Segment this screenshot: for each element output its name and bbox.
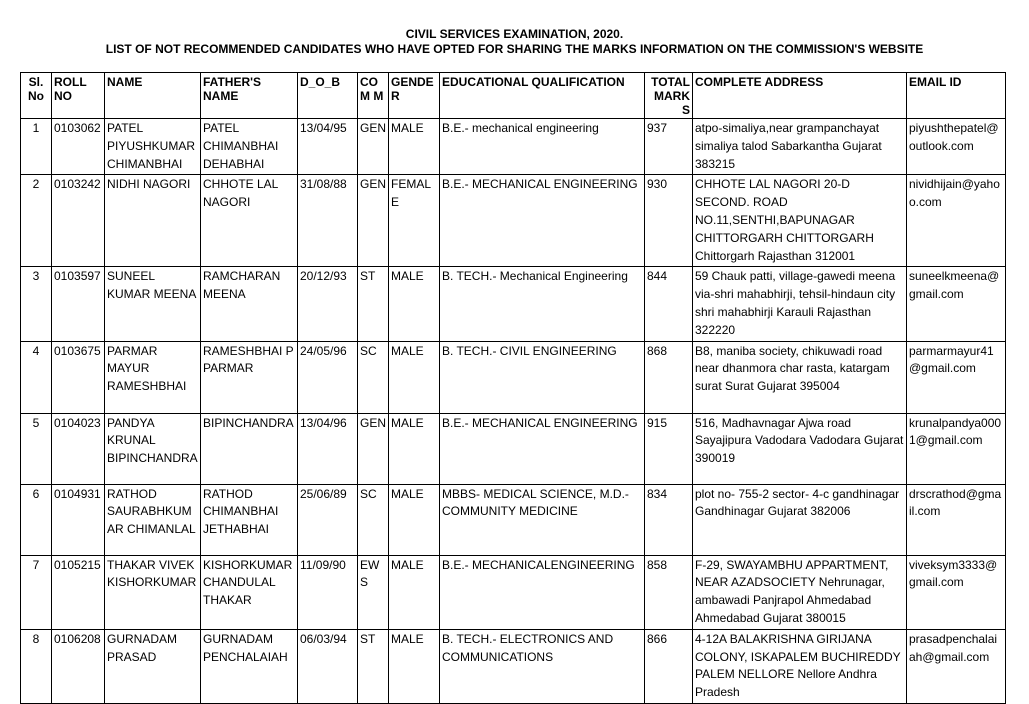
table-row xyxy=(21,484,1006,555)
cell-email: drscrathod@gmail.com xyxy=(907,484,1006,555)
table-row xyxy=(21,629,1006,703)
table-header-row xyxy=(21,73,1006,119)
cell-roll: 0103062 xyxy=(52,119,105,175)
cell-community: GEN xyxy=(358,175,389,267)
header-marks: TOTAL MARKS xyxy=(645,73,693,119)
cell-sl: 3 xyxy=(21,267,52,341)
cell-address: F-29, SWAYAMBHU APPARTMENT, NEAR AZADSOCIETY Nehrunagar, ambawadi Panjrapol Ahmedabad Ahmedabad Gujarat 380015 xyxy=(693,555,907,629)
cell-marks: 866 xyxy=(645,629,693,703)
cell-email: krunalpandya0001@gmail.com xyxy=(907,413,1006,484)
document-title: CIVIL SERVICES EXAMINATION, 2020. xyxy=(405,27,624,41)
cell-gender: MALE xyxy=(389,555,440,629)
table-row xyxy=(21,267,1006,341)
cell-roll: 0103597 xyxy=(52,267,105,341)
cell-roll: 0103675 xyxy=(52,341,105,413)
table-row xyxy=(21,413,1006,484)
cell-dob: 06/03/94 xyxy=(298,629,358,703)
cell-father: KISHORKUMAR CHANDULAL THAKAR xyxy=(201,555,298,629)
document-subtitle: LIST OF NOT RECOMMENDED CANDIDATES WHO HAVE OPTED FOR SHARING THE MARKS INFORMATION ON THE COMMISSION'S WEBSITE xyxy=(105,42,924,56)
cell-gender: MALE xyxy=(389,484,440,555)
cell-email: piyushthepatel@outlook.com xyxy=(907,119,1006,175)
header-father: FATHER'S NAME xyxy=(201,73,298,119)
cell-marks: 858 xyxy=(645,555,693,629)
cell-dob: 25/06/89 xyxy=(298,484,358,555)
cell-education: MBBS- MEDICAL SCIENCE, M.D.-COMMUNITY MEDICINE xyxy=(440,484,645,555)
header-gender: GENDER xyxy=(389,73,440,119)
cell-sl: 5 xyxy=(21,413,52,484)
cell-address: atpo-simaliya,near grampanchayat simaliya talod Sabarkantha Gujarat 383215 xyxy=(693,119,907,175)
header-dob: D_O_B xyxy=(298,73,358,119)
cell-community: GEN xyxy=(358,119,389,175)
cell-address: plot no- 755-2 sector- 4-c gandhinagar Gandhinagar Gujarat 382006 xyxy=(693,484,907,555)
cell-community: EWS xyxy=(358,555,389,629)
cell-email: parmarmayur41@gmail.com xyxy=(907,341,1006,413)
table-row xyxy=(21,341,1006,413)
cell-roll: 0104931 xyxy=(52,484,105,555)
cell-dob: 11/09/90 xyxy=(298,555,358,629)
cell-community: ST xyxy=(358,267,389,341)
cell-marks: 844 xyxy=(645,267,693,341)
cell-marks: 868 xyxy=(645,341,693,413)
cell-education: B. TECH.- Mechanical Engineering xyxy=(440,267,645,341)
cell-name: PANDYA KRUNAL BIPINCHANDRA xyxy=(105,413,201,484)
cell-roll: 0105215 xyxy=(52,555,105,629)
cell-community: SC xyxy=(358,341,389,413)
cell-sl: 2 xyxy=(21,175,52,267)
cell-community: GEN xyxy=(358,413,389,484)
cell-address: 59 Chauk patti, village-gawedi meena via-shri mahabhirji, tehsil-hindaun city shri mahabhirji Karauli Rajasthan 322220 xyxy=(693,267,907,341)
cell-gender: MALE xyxy=(389,119,440,175)
cell-address: B8, maniba society, chikuwadi road near dhanmora char rasta, katargam surat Surat Gujarat 395004 xyxy=(693,341,907,413)
header-education: EDUCATIONAL QUALIFICATION xyxy=(440,73,645,119)
cell-marks: 930 xyxy=(645,175,693,267)
cell-dob: 24/05/96 xyxy=(298,341,358,413)
table-row xyxy=(21,555,1006,629)
cell-sl: 6 xyxy=(21,484,52,555)
cell-father: RAMCHARAN MEENA xyxy=(201,267,298,341)
header-community: COM M xyxy=(358,73,389,119)
cell-father: PATEL CHIMANBHAI DEHABHAI xyxy=(201,119,298,175)
cell-name: NIDHI NAGORI xyxy=(105,175,201,267)
cell-sl: 4 xyxy=(21,341,52,413)
cell-dob: 13/04/95 xyxy=(298,119,358,175)
cell-father: RATHOD CHIMANBHAI JETHABHAI xyxy=(201,484,298,555)
cell-email: prasadpenchalaiah@gmail.com xyxy=(907,629,1006,703)
cell-gender: MALE xyxy=(389,629,440,703)
cell-community: ST xyxy=(358,629,389,703)
cell-sl: 8 xyxy=(21,629,52,703)
cell-email: nividhijain@yahoo.com xyxy=(907,175,1006,267)
cell-address: 516, Madhavnagar Ajwa road Sayajipura Vadodara Vadodara Gujarat 390019 xyxy=(693,413,907,484)
cell-name: THAKAR VIVEK KISHORKUMAR xyxy=(105,555,201,629)
cell-email: viveksym3333@gmail.com xyxy=(907,555,1006,629)
cell-name: SUNEEL KUMAR MEENA xyxy=(105,267,201,341)
cell-email: suneelkmeena@gmail.com xyxy=(907,267,1006,341)
cell-education: B.E.- MECHANICAL ENGINEERING xyxy=(440,413,645,484)
cell-father: RAMESHBHAI P PARMAR xyxy=(201,341,298,413)
cell-father: BIPINCHANDRA xyxy=(201,413,298,484)
cell-address: 4-12A BALAKRISHNA GIRIJANA COLONY, ISKAPALEM BUCHIREDDY PALEM NELLORE Nellore Andhra Pradesh xyxy=(693,629,907,703)
header-name: NAME xyxy=(105,73,201,119)
cell-sl: 1 xyxy=(21,119,52,175)
cell-education: B. TECH.- CIVIL ENGINEERING xyxy=(440,341,645,413)
cell-roll: 0103242 xyxy=(52,175,105,267)
cell-roll: 0104023 xyxy=(52,413,105,484)
cell-name: PATEL PIYUSHKUMAR CHIMANBHAI xyxy=(105,119,201,175)
cell-father: GURNADAM PENCHALAIAH xyxy=(201,629,298,703)
table-row xyxy=(21,175,1006,267)
cell-dob: 13/04/96 xyxy=(298,413,358,484)
cell-education: B.E.- MECHANICAL ENGINEERING xyxy=(440,175,645,267)
cell-marks: 915 xyxy=(645,413,693,484)
cell-gender: FEMALE xyxy=(389,175,440,267)
cell-education: B. TECH.- ELECTRONICS AND COMMUNICATIONS xyxy=(440,629,645,703)
cell-community: SC xyxy=(358,484,389,555)
cell-education: B.E.- MECHANICALENGINEERING xyxy=(440,555,645,629)
cell-name: RATHOD SAURABHKUMAR CHIMANLAL xyxy=(105,484,201,555)
header-sl: Sl. No xyxy=(21,73,52,119)
cell-marks: 937 xyxy=(645,119,693,175)
cell-father: CHHOTE LAL NAGORI xyxy=(201,175,298,267)
cell-sl: 7 xyxy=(21,555,52,629)
cell-gender: MALE xyxy=(389,267,440,341)
cell-education: B.E.- mechanical engineering xyxy=(440,119,645,175)
cell-name: PARMAR MAYUR RAMESHBHAI xyxy=(105,341,201,413)
cell-marks: 834 xyxy=(645,484,693,555)
header-email: EMAIL ID xyxy=(907,73,1006,119)
cell-roll: 0106208 xyxy=(52,629,105,703)
table-row xyxy=(21,119,1006,175)
cell-dob: 20/12/93 xyxy=(298,267,358,341)
candidates-table xyxy=(20,72,1006,704)
cell-gender: MALE xyxy=(389,341,440,413)
cell-address: CHHOTE LAL NAGORI 20-D SECOND. ROAD NO.11,SENTHI,BAPUNAGAR CHITTORGARH CHITTORGARH Chittorgarh Rajasthan 312001 xyxy=(693,175,907,267)
cell-gender: MALE xyxy=(389,413,440,484)
cell-dob: 31/08/88 xyxy=(298,175,358,267)
cell-name: GURNADAM PRASAD xyxy=(105,629,201,703)
header-roll: ROLL NO xyxy=(52,73,105,119)
header-address: COMPLETE ADDRESS xyxy=(693,73,907,119)
